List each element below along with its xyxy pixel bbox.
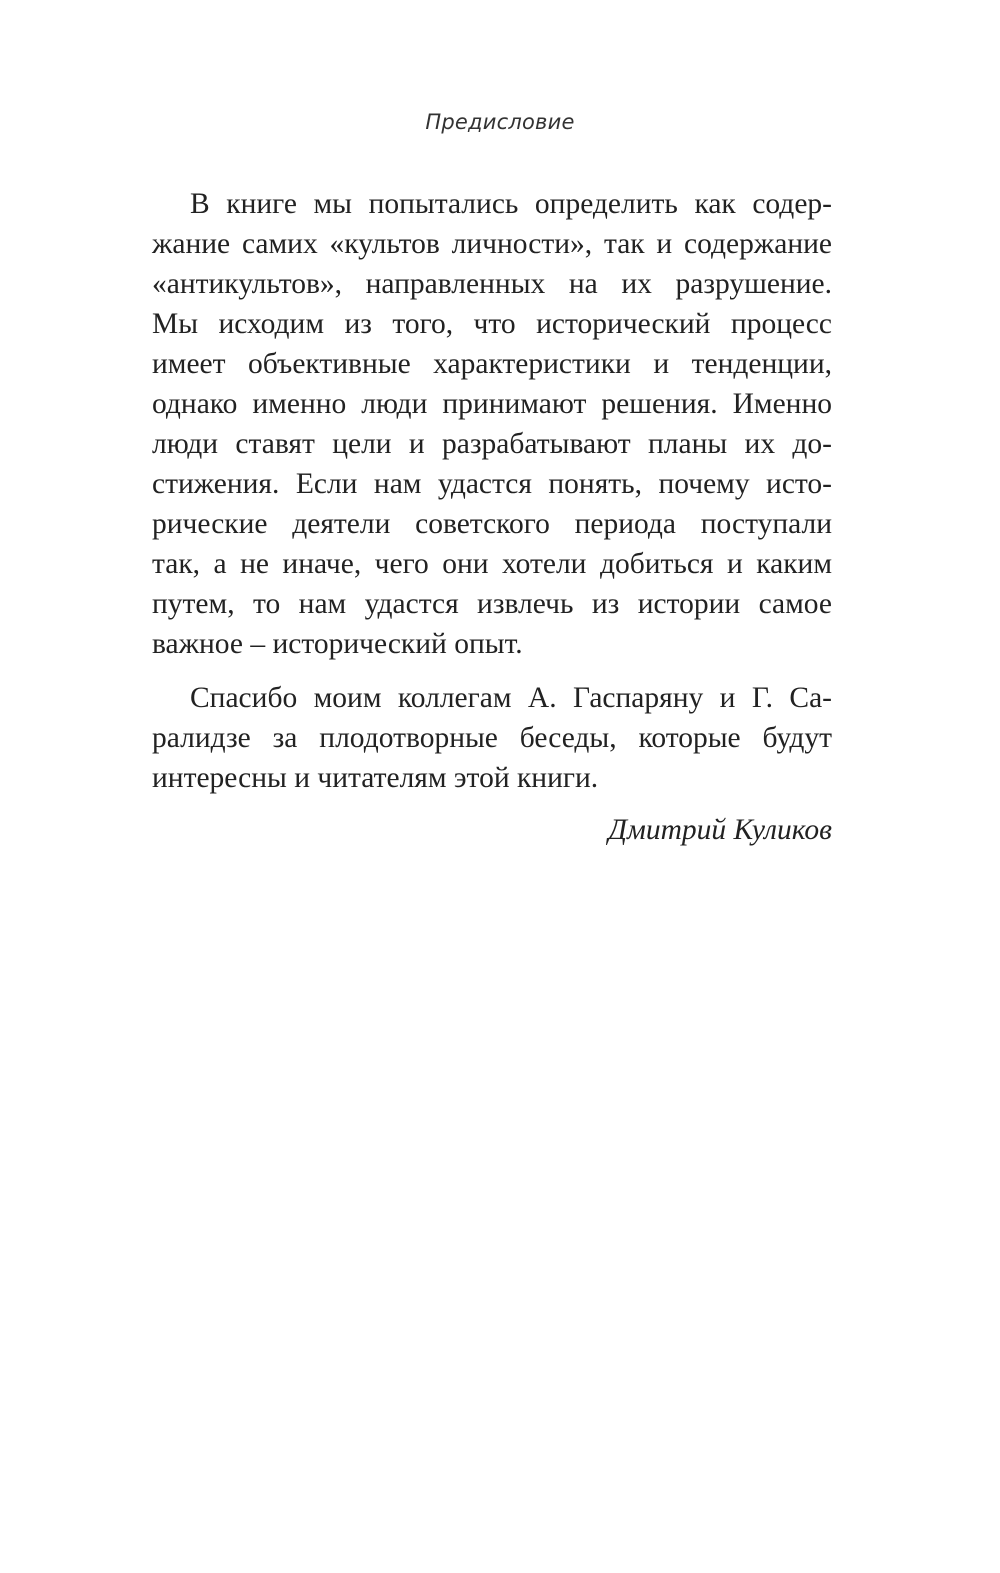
text-line: рические деятели советского периода поступали: [152, 508, 832, 540]
text-line: стижения. Если нам удастся понять, почему исто-: [152, 468, 832, 500]
text-line: Спасибо моим коллегам А. Гаспаряну и Г. Са-: [190, 682, 832, 714]
paragraph: [152, 678, 832, 798]
running-head: Предисловие: [425, 110, 575, 134]
text-line: имеет объективные характеристики и тенденции,: [152, 348, 832, 380]
text-line: интересны и читателям этой книги.: [152, 762, 599, 794]
paragraph: [152, 184, 832, 664]
text-line: В книге мы попытались определить как содер-: [190, 188, 832, 220]
text-line: так, а не иначе, чего они хотели добиться и каким: [152, 548, 832, 580]
text-line: однако именно люди принимают решения. Именно: [152, 388, 832, 420]
text-line: люди ставят цели и разрабатывают планы их до-: [152, 428, 832, 460]
paragraph-gap: [152, 664, 832, 678]
text-line: важное – исторический опыт.: [152, 628, 523, 660]
text-line: «антикультов», направленных на их разрушение.: [152, 268, 832, 300]
text-line: Мы исходим из того, что исторический процесс: [152, 308, 832, 340]
text-line: путем, то нам удастся извлечь из истории самое: [152, 588, 832, 620]
text-line: жание самих «культов личности», так и содержание: [152, 228, 832, 260]
author-signature: Дмитрий Куликов: [608, 814, 832, 846]
body-text: [152, 184, 832, 798]
text-line: ралидзе за плодотворные беседы, которые будут: [152, 722, 832, 754]
